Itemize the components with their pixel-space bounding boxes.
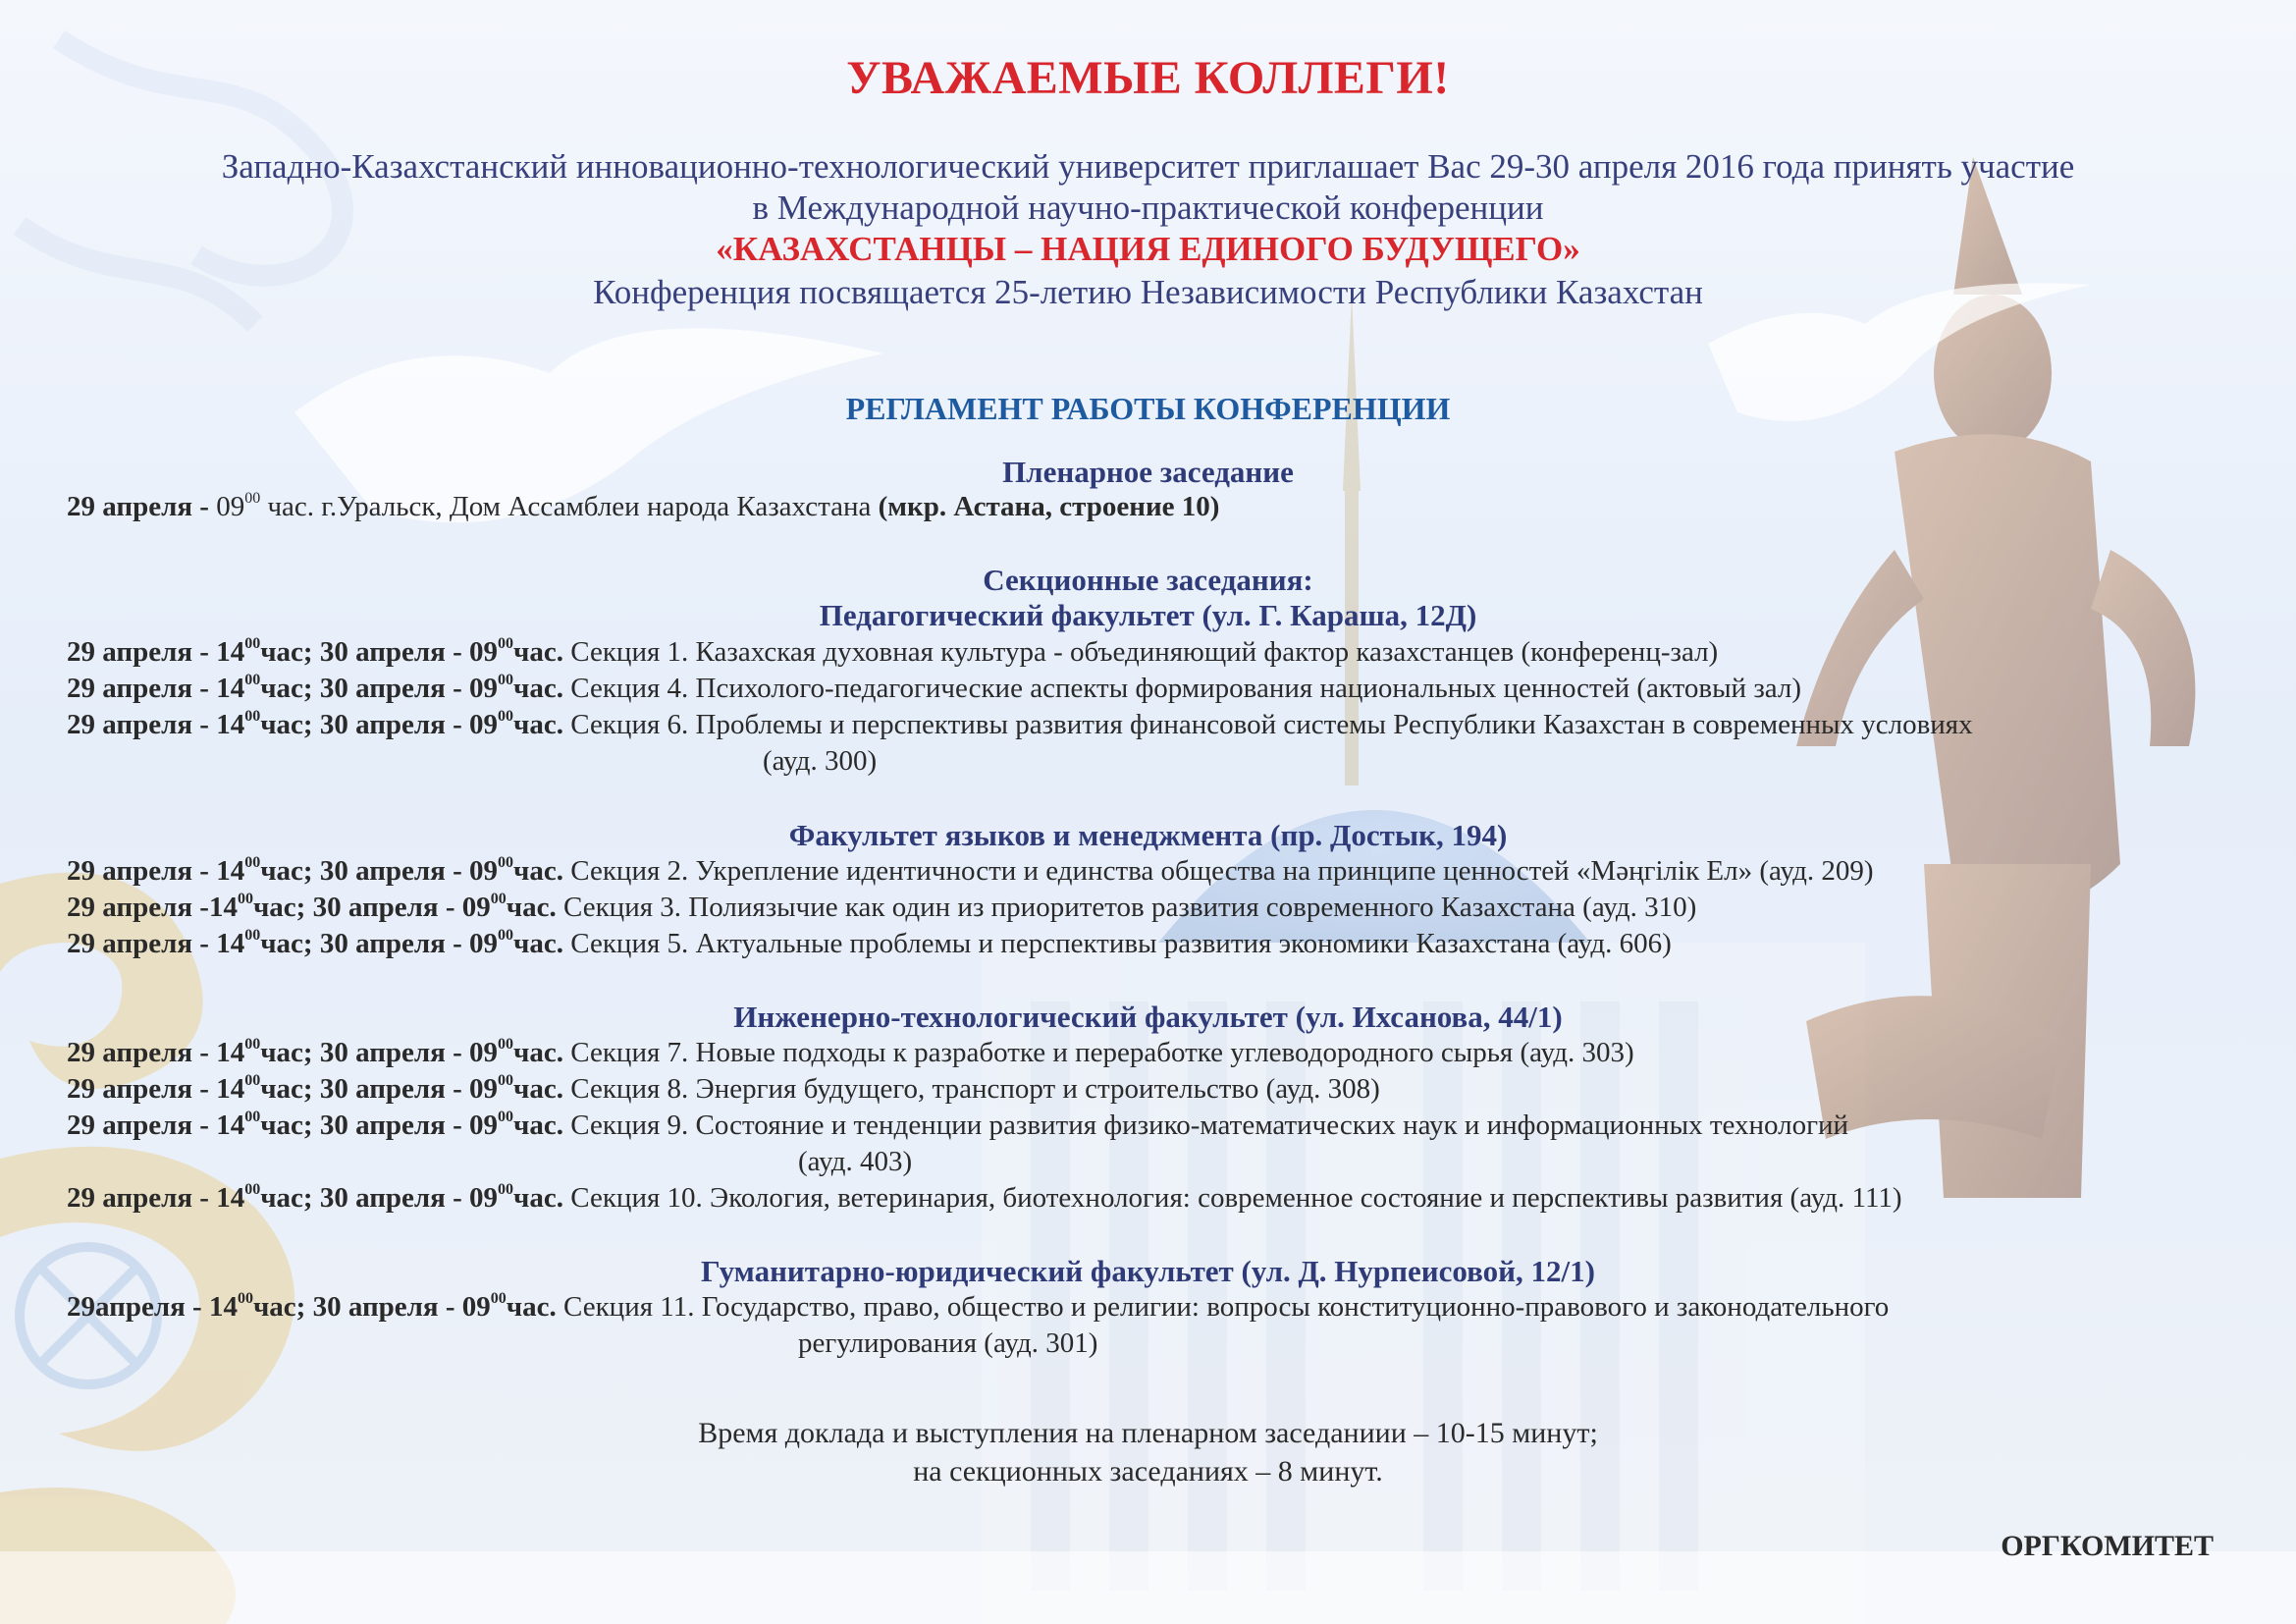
footer-note-2: на секционных заседаниях – 8 минут.	[913, 1455, 1383, 1488]
intro-line-1: Западно-Казахстанский инновационно-технологический университет приглашает Вас 29-30 апреля 2016 года принять участие	[221, 147, 2075, 186]
schedule-row: 29 апреля - $14^{00}час$; 30 апреля - $09^{00}час$. Секция 7. Новые подходы к разработке и переработке углеводородного сырья (ауд. 303)	[67, 1036, 1634, 1068]
page-title: УВАЖАЕМЫЕ КОЛЛЕГИ!	[846, 52, 1450, 104]
plenary-time-minutes: 00	[244, 490, 261, 507]
schedule-row: 29 апреля $-14^{00}час$; 30 апреля - $09^{00}час$. Секция 3. Полиязычие как один из приоритетов развития современного Казахстана (ауд. 310)	[67, 891, 1697, 923]
plenary-row	[67, 491, 1219, 523]
schedule-row: 29 апреля - $14^{00}час$; 30 апреля - $09^{00}час$. Секция 1. Казахская духовная культура - объединяющий фактор казахстанцев (конференц-зал)	[67, 635, 1719, 668]
schedule-row: 29 апреля - $14^{00}час$; 30 апреля - $09^{00}час$. Секция 4. Психолого-педагогические аспекты формирования национальных ценностей (актовый зал)	[67, 672, 1802, 704]
conference-name: «КАЗАХСТАНЦЫ – НАЦИЯ ЕДИНОГО БУДУЩЕГО»	[716, 230, 1580, 268]
schedule-row: 29 апреля - $14^{00}час$; 30 апреля - $09^{00}час$. Секция 2. Укрепление идентичности и единства общества на принципе ценностей «Мәңгілік Ел» (ауд. 209)	[67, 854, 1874, 887]
schedule-row: 29 апреля - $14^{00}час$; 30 апреля - $09^{00}час$. Секция 5. Актуальные проблемы и перспективы развития экономики Казахстана (ауд. 606)	[67, 927, 1672, 959]
conference-dedication: Конференция посвящается 25-летию Независимости Республики Казахстан	[593, 273, 1703, 311]
faculty-heading: Инженерно-технологический факультет (ул. Ихсанова, 44/1)	[733, 1000, 1563, 1034]
schedule-row-continuation: (ауд. 300)	[763, 745, 878, 777]
plenary-place: час. г.Уральск, Дом Ассамблеи народа Казахстана	[260, 491, 879, 522]
faculty-heading: Гуманитарно-юридический факультет (ул. Д. Нурпеисовой, 12/1)	[701, 1254, 1595, 1288]
schedule-row: 29 апреля - $14^{00}час$; 30 апреля - $09^{00}час$. Секция 9. Состояние и тенденции развития физико-математических наук и информационных технологий	[67, 1109, 1849, 1141]
plenary-date: 29 апреля -	[67, 491, 217, 522]
schedule-row: 29 апреля - $14^{00}час$; 30 апреля - $09^{00}час$. Секция 8. Энергия будущего, транспорт и строительство (ауд. 308)	[67, 1072, 1380, 1105]
plenary-address: (мкр. Астана, строение 10)	[878, 491, 1220, 522]
plenary-time: 09	[216, 491, 245, 522]
footer-note-1: Время доклада и выступления на пленарном заседаниии – 10-15 минут;	[698, 1417, 1598, 1449]
schedule-row: 29 апреля - $14^{00}час$; 30 апреля - $09^{00}час$. Секция 6. Проблемы и перспективы развития финансовой системы Республики Казахстан в современных условиях	[67, 708, 1973, 740]
schedule-row-continuation: (ауд. 403)	[798, 1146, 913, 1177]
intro-line-2: в Международной научно-практической конференции	[752, 189, 1544, 227]
sections-heading: Секционные заседания:	[983, 563, 1313, 597]
signature: ОРГКОМИТЕТ	[2001, 1530, 2214, 1562]
faculty-heading: Педагогический факультет (ул. Г. Караша, 12Д)	[819, 598, 1477, 632]
schedule-row: 29апреля - $14^{00}час$; 30 апреля - $09^{00}час$. Секция 11. Государство, право, общество и религии: вопросы конституционно-правового и законодательного	[67, 1290, 1890, 1323]
schedule-title: РЕГЛАМЕНТ РАБОТЫ КОНФЕРЕНЦИИ	[845, 391, 1451, 426]
plenary-heading: Пленарное заседание	[1002, 455, 1294, 489]
schedule-row-continuation: регулирования (ауд. 301)	[798, 1327, 1098, 1359]
faculty-heading: Факультет языков и менеджмента (пр. Достык, 194)	[788, 818, 1508, 852]
schedule-row: 29 апреля - $14^{00}час$; 30 апреля - $09^{00}час$. Секция 10. Экология, ветеринария, биотехнология: современное состояние и перспективы развития (ауд. 111)	[67, 1181, 1902, 1214]
